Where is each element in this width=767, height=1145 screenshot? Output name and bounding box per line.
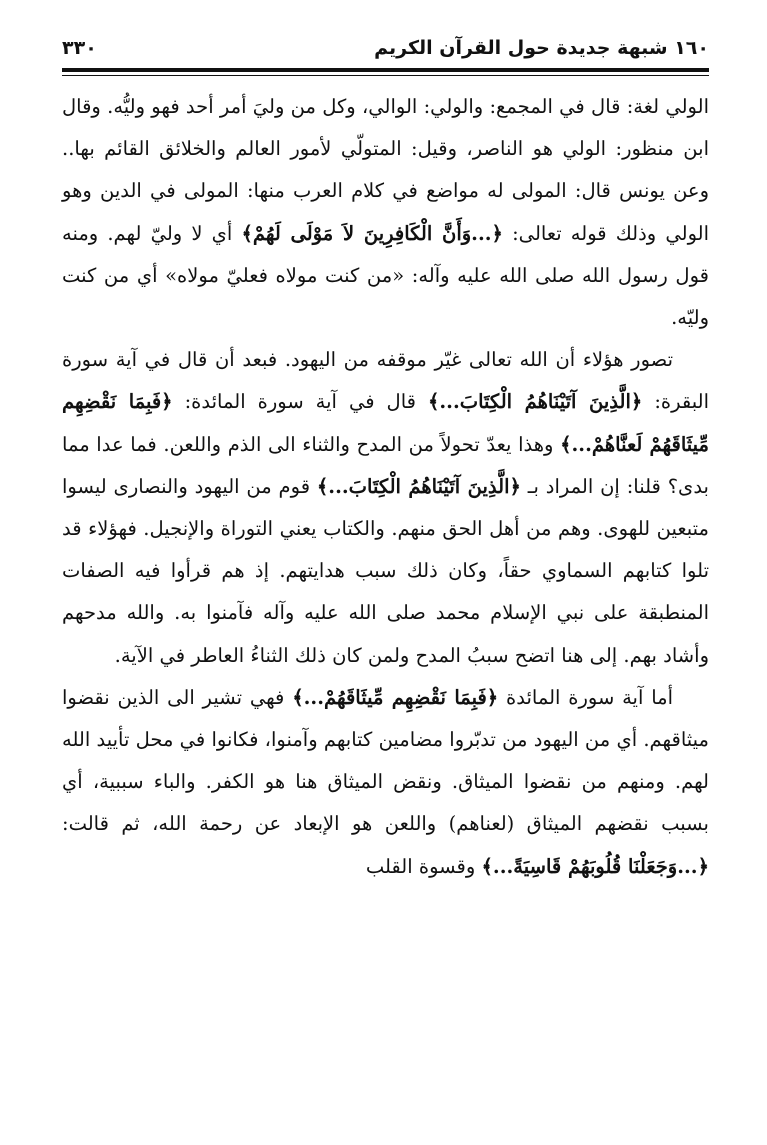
header-rule-thin (62, 75, 709, 76)
quran-verse: ﴿الَّذِينَ آتَيْنَاهُمُ الْكِتَابَ...﴾ (427, 390, 643, 414)
paragraph-text: الولي لغة: قال في المجمع: والولي: الوالي، وكل من وليَ أمر أحد فهو وليُّه. وقال ابن منظور: الولي هو الناصر، وقيل: المتولّي لأمور العالم والخلائق القائم بها.. وعن يونس قال: المولى له مواضع في كلام العرب منها: المولى في الدين وهو الولي وذلك قوله تعالى: (62, 95, 709, 245)
paragraph-text: قوم من اليهود والنصارى ليسوا متبعين للهوى. وهم من أهل الحق منهم. والكتاب يعني التوراة والإنجيل. فهؤلاء قد تلوا كتابهم السماوي حقاً، وكان ذلك سبب هدايتهم. إذ هم قرأوا فيه الصفات المنطبقة على نبي الإسلام محمد صلى الله عليه وآله فآمنوا به. والله مدحهم وأشاد بهم. إلى هنا اتضح سببُ المدح ولمن كان ذلك الثناءُ العاطر في الآية. (62, 474, 709, 667)
paragraph-text: فهي تشير الى الذين نقضوا ميثاقهم. أي من اليهود من تدبّروا مضامين كتابهم وآمنوا، فكانوا في محل تأييد الله لهم. ومنهم من نقضوا الميثاق. ونقض الميثاق هنا هو الكفر. والباء سببية، أي بسبب نقضهم الميثاق (لعناهم) واللعن هو الإبعاد عن رحمة الله، ثم قالت: (62, 685, 709, 836)
paragraph-text: قال في آية سورة المائدة: (172, 390, 428, 414)
running-title: ١٦٠ شبهة جديدة حول القرآن الكريم (374, 37, 709, 59)
paragraph (62, 677, 709, 888)
quran-verse: ﴿...وَأَنَّ الْكَافِرِينَ لاَ مَوْلَى لَهُمْ﴾ (241, 221, 503, 245)
page-header (62, 28, 709, 68)
paragraph (62, 86, 709, 339)
quran-verse: ﴿الَّذِينَ آتَيْنَاهُمُ الْكِتَابَ...﴾ (316, 474, 521, 498)
quran-verse: ﴿فَبِمَا نَقْضِهِم مِّيثَاقَهُمْ لَعنَّاهُمْ...﴾ (62, 390, 709, 456)
quran-verse: ﴿فَبِمَا نَقْضِهِم مِّيثَاقَهُمْ...﴾ (292, 685, 499, 709)
paragraph (62, 339, 709, 677)
quran-verse: ﴿...وَجَعَلْنَا قُلُوبَهُمْ قَاسِيَةً...﴾ (481, 854, 709, 878)
paragraph-text: وقسوة القلب (365, 854, 482, 878)
paragraph-text: وهذا يعدّ تحولاً من المدح والثناء الى الذم واللعن. فما عدا مما بدى؟ قلنا: إن المراد بـ (62, 432, 709, 498)
header-rule-thick (62, 68, 709, 72)
paragraph-text: أي لا وليّ لهم. ومنه قول رسول الله صلى الله عليه وآله: «من كنت مولاه فعليّ مولاه» أي من كنت وليّه. (62, 221, 709, 330)
page-number: ٣٣٠ (62, 37, 97, 59)
body-text (62, 86, 709, 888)
paragraph-text: أما آية سورة المائدة (498, 685, 674, 709)
paragraph-text: تصور هؤلاء أن الله تعالى غيّر موقفه من اليهود. فبعد أن قال في آية سورة البقرة: (62, 348, 709, 414)
